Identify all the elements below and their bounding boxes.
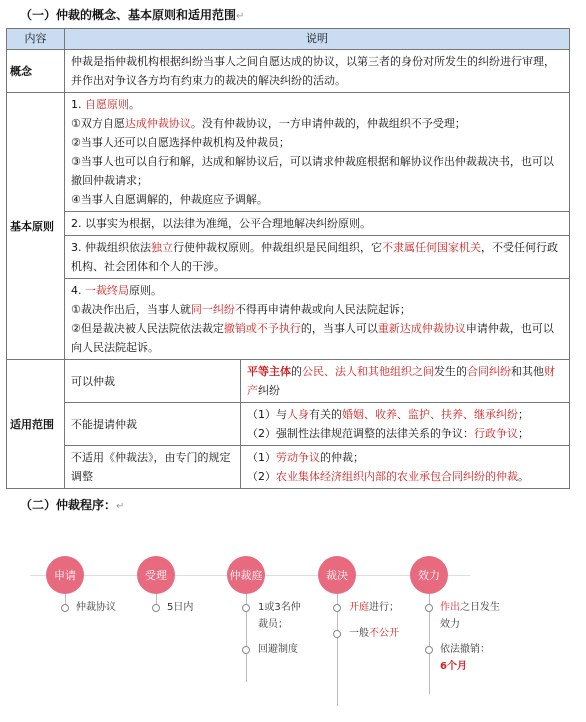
scope-can-text: 平等主体的公民、法人和其他组织之间发生的合同纠纷和其他财产纠纷 xyxy=(241,360,570,403)
step-apply-branch xyxy=(65,594,66,604)
step-accept-branch xyxy=(156,594,157,604)
step-apply-note: 仲裁协议 xyxy=(76,602,116,613)
bullet-dot xyxy=(61,604,69,612)
table-row-concept xyxy=(7,50,570,93)
table-row-principle-4 xyxy=(7,279,570,360)
col-header-content: 内容 xyxy=(7,29,65,50)
bullet-dot xyxy=(242,604,250,612)
step-apply-node: 申请 xyxy=(46,556,84,594)
principle-4: 4. 一裁终局原则。 ①裁决作出后，当事人就同一纠纷不得再申请仲裁或向人民法院起诉； ②但是裁决被人民法院依法裁定撤销或不予执行的，当事人可以重新达成仲裁协议申请仲裁，也可以向人民法院起诉。 xyxy=(65,279,570,360)
scope-can-label: 可以仲裁 xyxy=(65,360,241,403)
table-row-scope-notapply xyxy=(7,446,570,489)
col-header-explanation: 说明 xyxy=(65,29,570,50)
row-label-concept: 概念 xyxy=(7,50,65,93)
step-effect-note-2: 依法撤销： 6个月 xyxy=(440,644,490,672)
row-label-scope: 适用范围 xyxy=(7,360,65,489)
step-accept-note: 5日内 xyxy=(167,602,194,613)
scope-notapply-text: （1）劳动争议的仲裁； （2）农业集体经济组织内部的农业承包合同纠纷的仲裁。 xyxy=(241,446,570,489)
step-award-node: 裁决 xyxy=(318,556,356,594)
step-tribunal-node: 仲裁庭 xyxy=(227,556,265,594)
step-effect-note-1: 作出之日发生效力 xyxy=(440,602,500,630)
section-heading-1: （一）仲裁的概念、基本原则和适用范围↵ xyxy=(20,8,245,22)
step-accept-node: 受理 xyxy=(137,556,175,594)
scope-notapply-label: 不适用《仲裁法》，由专门的规定调整 xyxy=(65,446,241,489)
arbitration-procedure-flow xyxy=(0,520,586,722)
section-heading-2: （二）仲裁程序：↵ xyxy=(20,498,125,512)
table-row-principle-1 xyxy=(7,93,570,212)
bullet-dot xyxy=(425,646,433,654)
table-row-principle-2 xyxy=(7,212,570,236)
bullet-dot xyxy=(333,604,341,612)
principle-2: 2. 以事实为根据，以法律为准绳，公平合理地解决纠纷原则。 xyxy=(65,212,570,236)
scope-cannot-label: 不能提请仲裁 xyxy=(65,403,241,446)
scope-cannot-text: （1）与人身有关的婚姻、收养、监护、扶养、继承纠纷； （2）强制性法律规范调整的法律关系的争议：行政争议； xyxy=(241,403,570,446)
step-award-note-2: 一般不公开 xyxy=(349,628,399,639)
bullet-dot xyxy=(333,630,341,638)
table-row-scope-can xyxy=(7,360,570,403)
principle-1: 1. 自愿原则。 ①双方自愿达成仲裁协议。没有仲裁协议，一方申请仲裁的，仲裁组织不予受理； ②当事人还可以自愿选择仲裁机构及仲裁员； ③当事人也可以自行和解，达成和解协议后，可以请求仲裁庭根据和解协议作出仲裁裁决书，也可以撤回仲裁请求； ④当事人自愿调解的，仲裁庭应予调解。 xyxy=(65,93,570,212)
step-tribunal-note-2: 回避制度 xyxy=(258,644,298,655)
bullet-dot xyxy=(425,604,433,612)
step-effect-node: 效力 xyxy=(410,556,448,594)
table-header-row xyxy=(7,29,570,50)
arbitration-table xyxy=(6,28,570,489)
step-award-note-1: 开庭进行； xyxy=(349,602,399,613)
table-row-scope-cannot xyxy=(7,403,570,446)
table-row-principle-3 xyxy=(7,236,570,279)
row-label-principles: 基本原则 xyxy=(7,93,65,360)
step-tribunal-note-1: 1或3名仲裁员； xyxy=(258,602,301,630)
bullet-dot xyxy=(242,646,250,654)
principle-3: 3. 仲裁组织依法独立行使仲裁权原则。仲裁组织是民间组织，它不隶属任何国家机关，不受任何行政机构、社会团体和个人的干涉。 xyxy=(65,236,570,279)
concept-text: 仲裁是指仲裁机构根据纠纷当事人之间自愿达成的协议，以第三者的身份对所发生的纠纷进行审理，并作出对争议各方均有约束力的裁决的解决纠纷的活动。 xyxy=(65,50,570,93)
bullet-dot xyxy=(152,604,160,612)
